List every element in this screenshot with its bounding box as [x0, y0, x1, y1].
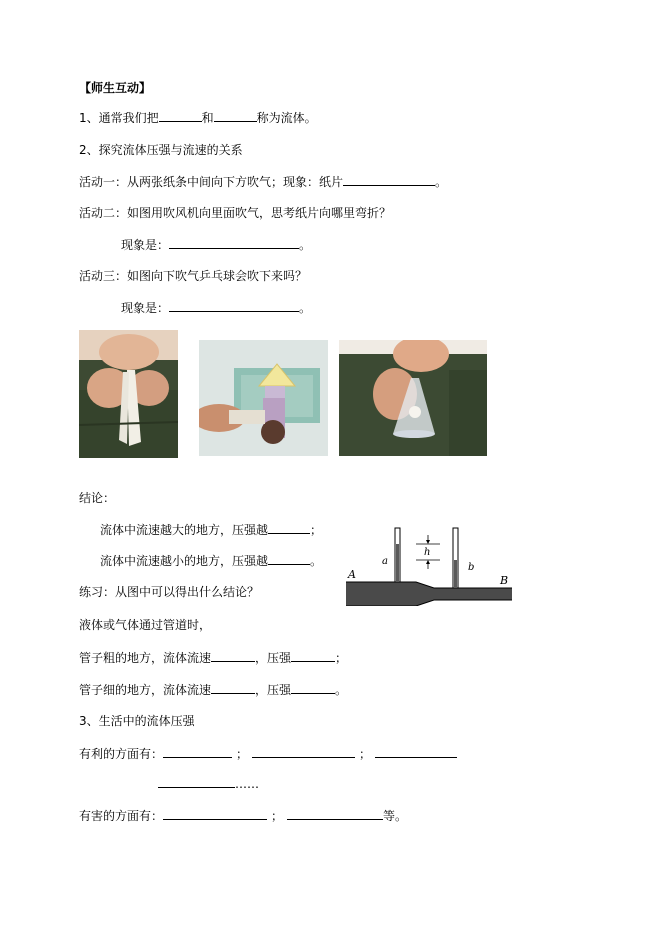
practice-3-c: 。	[335, 683, 348, 697]
beneficial-continued	[158, 775, 259, 792]
beneficial-blank-2[interactable]	[252, 745, 355, 758]
diagram-label-b: b	[468, 562, 475, 573]
photo-hairdryer-image	[199, 340, 328, 456]
conclusion-1	[100, 521, 322, 538]
question-1	[79, 109, 317, 126]
activity-2: 活动二：如图用吹风机向里面吹气，思考纸片向哪里弯折？	[79, 206, 392, 220]
practice-question: 练习：从图中可以得出什么结论？	[79, 585, 260, 599]
activity-3: 活动三：如图向下吹气乒乓球会吹下来吗？	[79, 269, 308, 283]
q1-blank-2[interactable]	[214, 109, 257, 122]
beneficial-blank-3[interactable]	[375, 745, 457, 758]
period: 。	[299, 301, 312, 315]
harmful-separator: ；	[271, 809, 284, 823]
harmful-label: 有害的方面有：	[79, 809, 164, 823]
activity-1	[79, 173, 447, 190]
beneficial-blank-1[interactable]	[163, 745, 232, 758]
diagram-label-h: h	[424, 547, 431, 558]
practice-3-b: ，压强	[255, 683, 292, 697]
practice-2-blank-2[interactable]	[291, 649, 335, 662]
conclusion-2-blank[interactable]	[268, 552, 310, 565]
harmful-suffix: 等。	[383, 809, 408, 823]
practice-3-a: 管子细的地方，流体流速	[79, 683, 212, 697]
practice-2-c: ；	[335, 651, 348, 665]
practice-line-3	[79, 681, 347, 698]
beneficial-separator: ；	[236, 747, 249, 761]
q1-mid: 和	[201, 111, 214, 125]
practice-line-2	[79, 649, 347, 666]
harmful-aspects	[79, 807, 407, 824]
practice-line-1: 液体或气体通过管道时，	[79, 618, 212, 632]
question-3-title: 3、生活中的流体压强	[79, 714, 195, 728]
diagram-label-a: a	[382, 556, 388, 567]
beneficial-label: 有利的方面有：	[79, 747, 164, 761]
question-2-title: 2、探究流体压强与流速的关系	[79, 143, 243, 157]
section-title: 【师生互动】	[79, 81, 152, 95]
beneficial-separator: ；	[359, 747, 372, 761]
activity-3-phenomenon	[121, 299, 311, 316]
conclusion-1-text: 流体中流速越大的地方，压强越	[100, 523, 269, 537]
diagram-label-A: A	[348, 568, 356, 581]
q1-blank-1[interactable]	[159, 109, 202, 122]
practice-2-b: ，压强	[255, 651, 292, 665]
conclusion-label: 结论：	[79, 491, 116, 505]
phenomenon-label: 现象是：	[121, 301, 170, 315]
photo-funnel-image	[339, 340, 487, 456]
pipe-diagram	[342, 526, 514, 606]
conclusion-2	[100, 552, 322, 569]
harmful-blank-1[interactable]	[163, 807, 267, 820]
practice-3-blank-2[interactable]	[291, 681, 335, 694]
photo-hairdryer	[199, 340, 328, 456]
activity-1-blank[interactable]	[343, 173, 435, 186]
conclusion-2-text: 流体中流速越小的地方，压强越	[100, 554, 269, 568]
activity-1-suffix: 。	[435, 175, 448, 189]
pipe-diagram-svg	[342, 526, 514, 606]
beneficial-aspects	[79, 745, 457, 762]
conclusion-2-suffix: 。	[310, 554, 323, 568]
beneficial-blank-4[interactable]	[158, 775, 235, 788]
activity-2-phenomenon	[121, 236, 311, 253]
activity-2-phenomenon-blank[interactable]	[169, 236, 299, 249]
conclusion-1-blank[interactable]	[268, 521, 310, 534]
conclusion-1-suffix: ；	[310, 523, 323, 537]
period: 。	[299, 238, 312, 252]
q1-prefix: 1、通常我们把	[79, 111, 159, 125]
diagram-label-B: B	[500, 574, 509, 587]
photo-funnel	[339, 340, 487, 456]
practice-2-a: 管子粗的地方，流体流速	[79, 651, 212, 665]
photo-paper-strips	[79, 330, 178, 458]
activity-3-phenomenon-blank[interactable]	[169, 299, 299, 312]
activity-1-text: 活动一：从两张纸条中间向下方吹气；现象：纸片	[79, 175, 344, 189]
phenomenon-label: 现象是：	[121, 238, 170, 252]
q1-suffix: 称为流体。	[256, 111, 317, 125]
beneficial-ellipsis: ……	[235, 777, 259, 791]
photo-paper-strips-image	[79, 330, 178, 458]
practice-3-blank-1[interactable]	[211, 681, 255, 694]
practice-2-blank-1[interactable]	[211, 649, 255, 662]
harmful-blank-2[interactable]	[287, 807, 383, 820]
